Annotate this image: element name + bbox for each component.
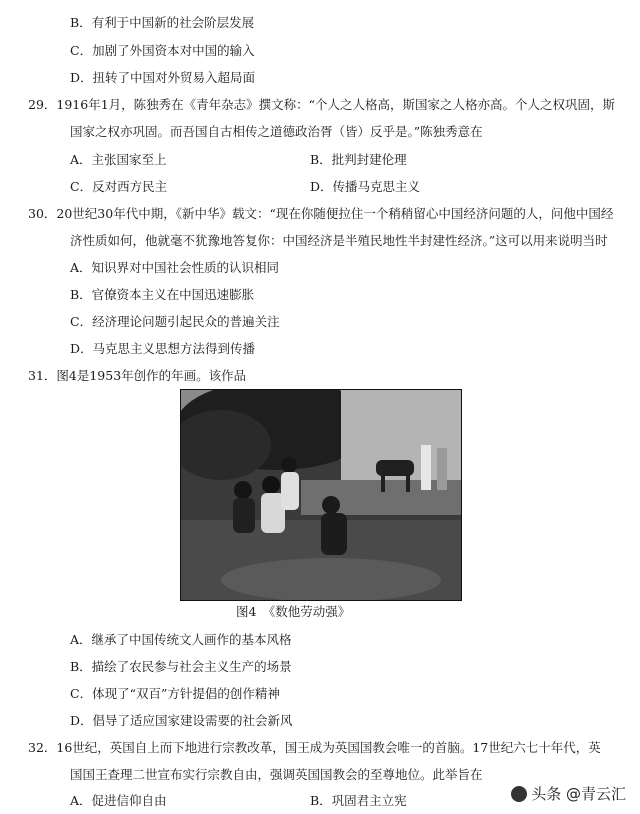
q32-stem-line1: 32．16世纪，英国自上而下地进行宗教改革，国王成为英国国教会唯一的首脑。17世纪六七十年代，英 xyxy=(28,740,601,755)
q32-option-b: B．巩固君主立宪 xyxy=(310,793,407,808)
figure-caption: 图4 《数他劳动强》 xyxy=(236,604,351,619)
q31-option-a: A．继承了中国传统文人画作的基本风格 xyxy=(70,632,292,647)
q32-option-a: A．促进信仰自由 xyxy=(70,793,167,808)
q28-option-c: C．加剧了外国资本对中国的输入 xyxy=(70,43,255,58)
q29-option-c: C．反对西方民主 xyxy=(70,179,168,194)
q29-option-b: B．批判封建伦理 xyxy=(310,152,407,167)
watermark xyxy=(511,783,626,804)
q30-stem-line2: 济性质如何，他就毫不犹豫地答复你：中国经济是半殖民地性半封建性经济。”这可以用来说明当时 xyxy=(70,233,608,248)
q30-stem-line1: 30．20世纪30年代中期，《新中华》载文：“现在你随便拉住一个稍稍留心中国经济问题的人，问他中国经 xyxy=(28,206,614,221)
q29-stem-line1: 29．1916年1月，陈独秀在《青年杂志》撰文称：“个人之人格高，斯国家之人格亦高。个人之权巩固，斯 xyxy=(28,97,616,112)
q30-option-a: A．知识界对中国社会性质的认识相同 xyxy=(70,260,280,275)
q31-stem: 31．图4是1953年创作的年画。该作品 xyxy=(28,368,247,383)
toutiao-logo-icon xyxy=(511,786,527,802)
q28-option-b: B．有利于中国新的社会阶层发展 xyxy=(70,15,255,30)
q31-option-b: B．描绘了农民参与社会主义生产的场景 xyxy=(70,659,292,674)
q32-stem-line2: 国国王查理二世宣布实行宗教自由，强调英国国教会的至尊地位。此举旨在 xyxy=(70,767,483,782)
q30-option-c: C．经济理论问题引起民众的普遍关注 xyxy=(70,314,280,329)
q31-option-d: D．倡导了适应国家建设需要的社会新风 xyxy=(70,713,293,728)
q29-option-d: D．传播马克思主义 xyxy=(310,179,421,194)
new-year-painting-image xyxy=(180,389,462,601)
watermark-text: 头条 @青云汇 xyxy=(531,785,626,803)
q29-option-a: A．主张国家至上 xyxy=(70,152,167,167)
q29-stem-line2: 国家之权亦巩固。而吾国自古相传之道德政治胥（皆）反乎是。”陈独秀意在 xyxy=(70,124,483,139)
q28-option-d: D．扭转了中国对外贸易入超局面 xyxy=(70,70,256,85)
q30-option-b: B．官僚资本主义在中国迅速膨胀 xyxy=(70,287,255,302)
q31-option-c: C．体现了“双百”方针提倡的创作精神 xyxy=(70,686,280,701)
q30-option-d: D．马克思主义思想方法得到传播 xyxy=(70,341,256,356)
